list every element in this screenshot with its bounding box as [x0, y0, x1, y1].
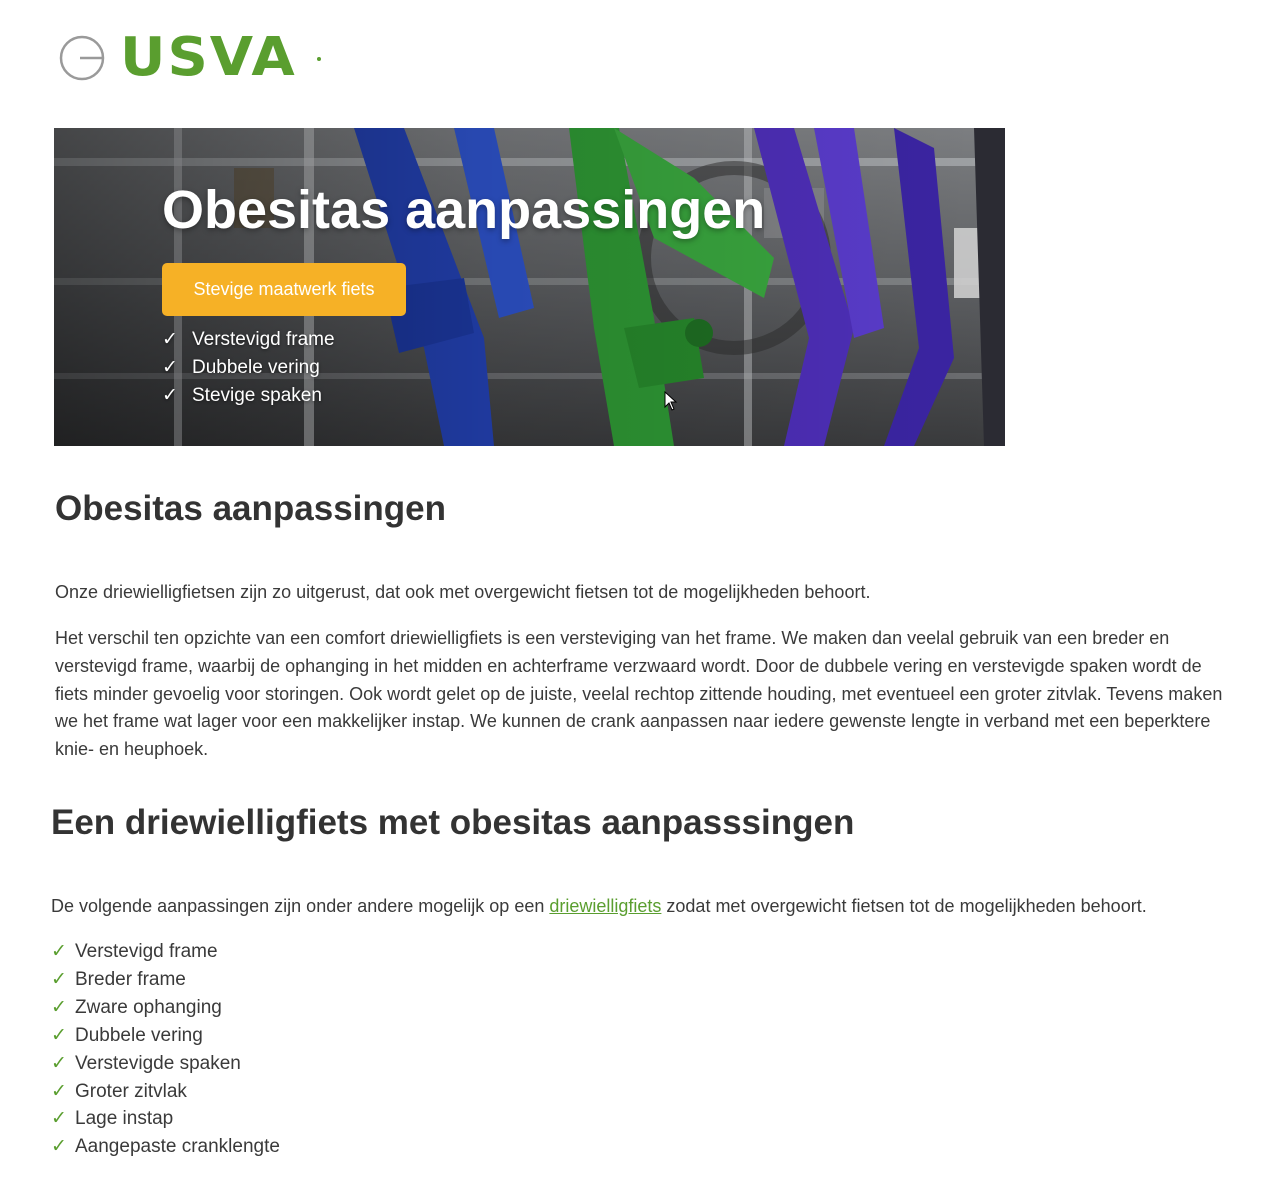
body-paragraph: Het verschil ten opzichte van een comfort driewielligfiets is een versteviging van het frame. We maken dan veelal gebruik van een breder en verstevigd frame, waarbij de ophanging in het midden en achterframe verzwaard wordt. Door de dubbele vering en verstevigde spaken wordt de fiets minder gevoelig voor storingen. Ook wordt gelet op de juiste, veelal rechtop zittende houding, met eventueel een groter zitvlak. Tevens maken we het frame wat lager voor een makkelijker instap. We kunnen de crank aanpassen naar iedere gewenste lengte in verband met een beperktere knie- en heuphoek.: [55, 628, 1223, 760]
maatwerk-fiets-button[interactable]: Stevige maatwerk fiets: [162, 263, 406, 316]
checkmark-icon: ✓: [51, 1108, 67, 1130]
hero-check-item: [162, 382, 335, 410]
list-item-label: Verstevigde spaken: [75, 1052, 241, 1074]
checkmark-icon: ✓: [51, 1052, 67, 1074]
checkmark-icon: ✓: [162, 385, 178, 406]
list-intro-text-end: zodat met overgewicht fietsen tot de mogelijkheden behoort.: [661, 896, 1147, 916]
logo-mark-icon: [58, 34, 106, 82]
list-item: [51, 1022, 280, 1050]
list-item: [51, 1105, 280, 1133]
checkmark-icon: ✓: [162, 357, 178, 378]
list-item: [51, 1133, 280, 1161]
list-item: [51, 1050, 280, 1078]
hero-checklist: [162, 326, 335, 410]
list-item: [51, 938, 280, 966]
page-heading: Obesitas aanpassingen: [55, 489, 446, 528]
list-item-label: Lage instap: [75, 1108, 174, 1130]
list-intro-text: De volgende aanpassingen zijn onder andere mogelijk op een: [51, 896, 550, 916]
list-item: [51, 966, 280, 994]
list-item-label: Breder frame: [75, 968, 186, 990]
sub-heading: Een driewielligfiets met obesitas aanpasssingen: [51, 803, 855, 842]
intro-paragraph: Onze driewielligfietsen zijn zo uitgerust, dat ook met overgewicht fietsen tot de mogelijkheden behoort.: [55, 582, 871, 602]
list-item-label: Dubbele vering: [75, 1024, 203, 1046]
list-item-label: Aangepaste cranklengte: [75, 1136, 280, 1158]
mouse-cursor-icon: [664, 391, 678, 411]
hero-check-item: [162, 354, 335, 382]
list-item-label: Verstevigd frame: [75, 941, 218, 962]
checkmark-icon: ✓: [51, 996, 67, 1018]
checkmark-icon: ✓: [51, 1080, 67, 1102]
hero-banner: [54, 128, 1005, 446]
list-item-label: Groter zitvlak: [75, 1080, 187, 1102]
hero-title: Obesitas aanpassingen: [162, 180, 766, 240]
list-intro-paragraph: [51, 892, 1251, 920]
list-item-label: Zware ophanging: [75, 996, 222, 1018]
checkmark-icon: ✓: [51, 968, 67, 990]
driewielligfiets-link[interactable]: driewielligfiets: [549, 896, 662, 916]
logo-wordmark: USVA: [120, 26, 297, 89]
hero-check-item: [162, 326, 335, 354]
hero-check-label: Verstevigd frame: [192, 329, 335, 350]
list-item: [51, 994, 280, 1022]
checkmark-icon: ✓: [51, 1024, 67, 1046]
checkmark-icon: ✓: [51, 1136, 67, 1158]
feature-list: [51, 938, 280, 1161]
checkmark-icon: ✓: [51, 941, 67, 962]
site-logo[interactable]: [58, 26, 321, 89]
logo-dot: [317, 57, 321, 61]
list-item: [51, 1078, 280, 1106]
hero-check-label: Dubbele vering: [192, 357, 320, 378]
checkmark-icon: ✓: [162, 329, 178, 350]
hero-check-label: Stevige spaken: [192, 385, 322, 406]
